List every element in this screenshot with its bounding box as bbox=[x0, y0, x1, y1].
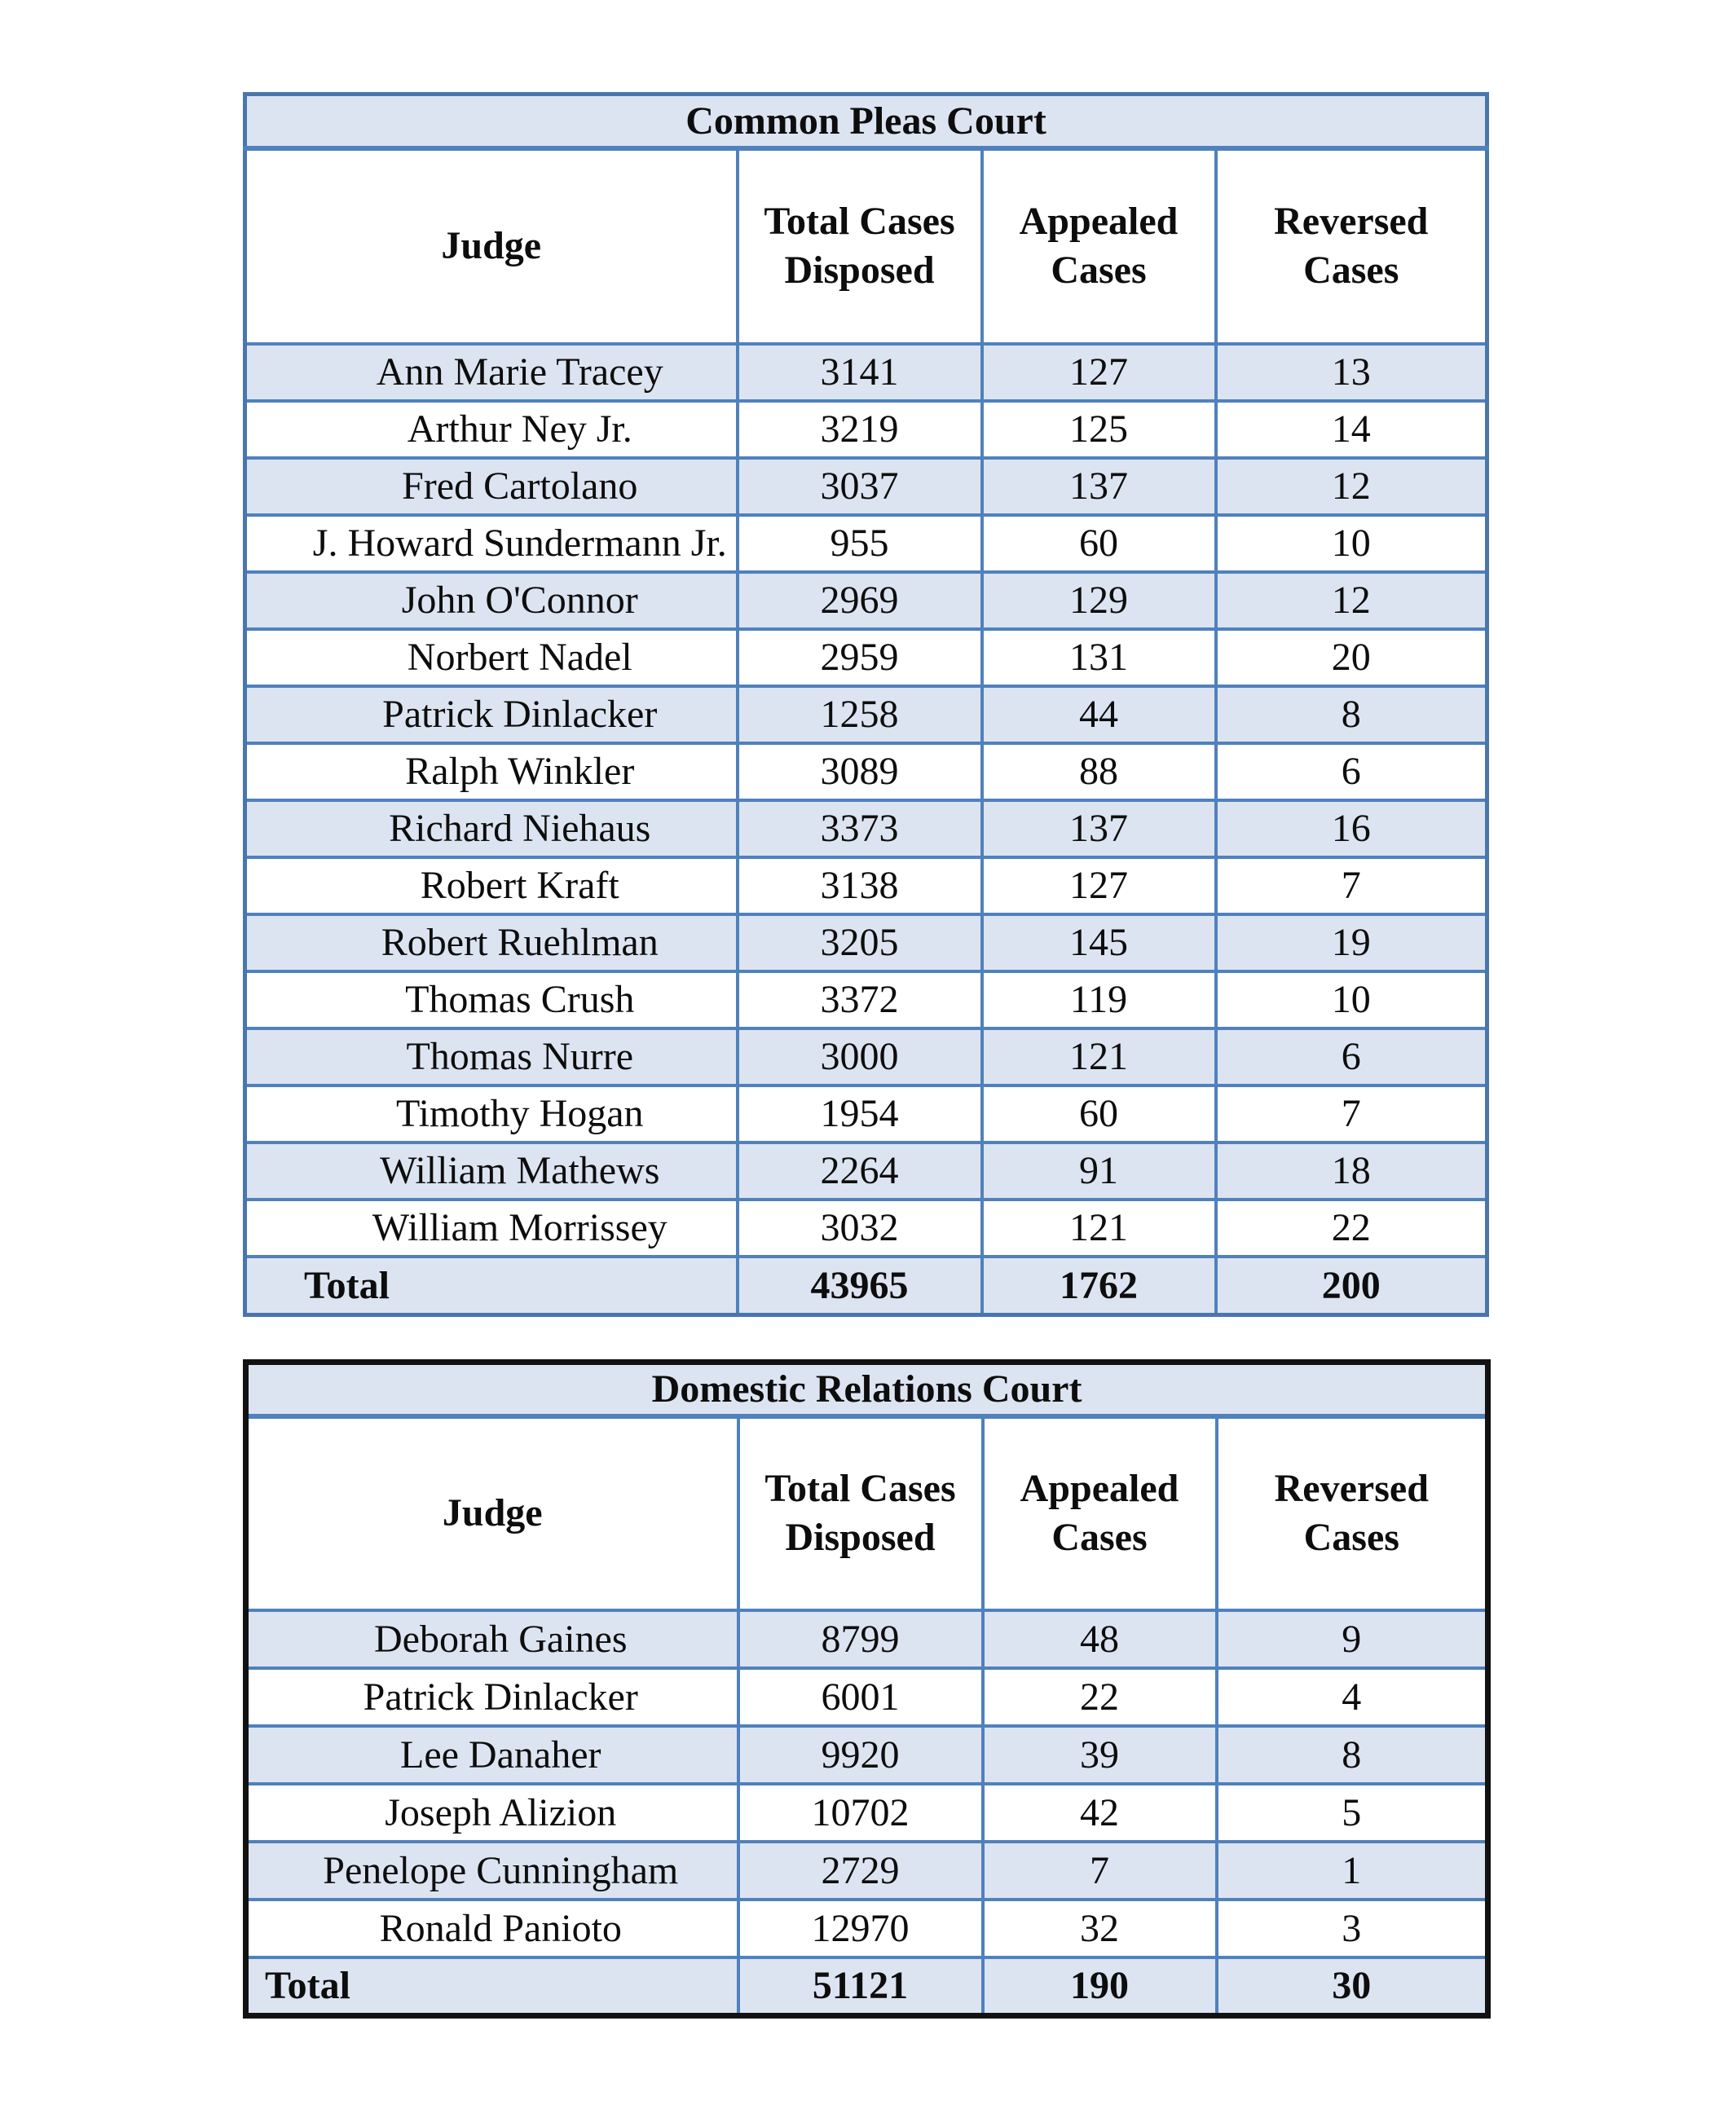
appealed-cases-cell: 32 bbox=[983, 1900, 1217, 1957]
reversed-cases-cell: 14 bbox=[1216, 401, 1487, 458]
reversed-cases-cell: 6 bbox=[1216, 1028, 1487, 1085]
table-row bbox=[245, 515, 1487, 572]
appealed-cases-cell: 22 bbox=[983, 1668, 1217, 1726]
judge-name-cell: William Morrissey bbox=[245, 1200, 738, 1257]
column-header-judge bbox=[245, 148, 738, 344]
appealed-cases-cell: 44 bbox=[982, 686, 1216, 743]
judge-name-cell: Richard Niehaus bbox=[245, 800, 738, 857]
total-row bbox=[245, 1257, 1487, 1315]
column-header-label: Judge bbox=[441, 224, 542, 267]
total-disposed-cases: 43965 bbox=[738, 1257, 982, 1315]
table-row bbox=[246, 1610, 1488, 1668]
reversed-cases-cell: 7 bbox=[1216, 1085, 1487, 1143]
disposed-cases-cell: 3372 bbox=[738, 971, 982, 1028]
column-header-disposed bbox=[738, 1416, 983, 1610]
table-row bbox=[246, 1668, 1488, 1726]
total-label: Total bbox=[245, 1257, 738, 1315]
judge-name-cell: Thomas Nurre bbox=[245, 1028, 738, 1085]
appealed-cases-cell: 125 bbox=[982, 401, 1216, 458]
table-title: Common Pleas Court bbox=[245, 95, 1487, 148]
table-row bbox=[245, 1085, 1487, 1143]
reversed-cases-cell: 12 bbox=[1216, 572, 1487, 629]
appealed-cases-cell: 127 bbox=[982, 344, 1216, 401]
judge-name-cell: Deborah Gaines bbox=[246, 1610, 738, 1668]
table-row bbox=[245, 1028, 1487, 1085]
table-row bbox=[246, 1842, 1488, 1900]
column-header-disposed bbox=[738, 148, 982, 344]
column-header-judge bbox=[246, 1416, 738, 1610]
judge-name-cell: Patrick Dinlacker bbox=[246, 1668, 738, 1726]
appealed-cases-cell: 129 bbox=[982, 572, 1216, 629]
reversed-cases-cell: 10 bbox=[1216, 515, 1487, 572]
reversed-cases-cell: 20 bbox=[1216, 629, 1487, 686]
column-header-label: Appealed Cases bbox=[1020, 1467, 1179, 1559]
judge-name-cell: Robert Ruehlman bbox=[245, 914, 738, 971]
disposed-cases-cell: 3219 bbox=[738, 401, 982, 458]
disposed-cases-cell: 3037 bbox=[738, 458, 982, 515]
table-row bbox=[245, 857, 1487, 914]
table-row bbox=[245, 800, 1487, 857]
disposed-cases-cell: 2264 bbox=[738, 1143, 982, 1200]
judge-name-cell: Lee Danaher bbox=[246, 1726, 738, 1784]
appealed-cases-cell: 131 bbox=[982, 629, 1216, 686]
table-title-row bbox=[245, 95, 1487, 148]
column-header-label: Appealed Cases bbox=[1019, 200, 1179, 292]
total-disposed-cases: 51121 bbox=[738, 1957, 983, 2016]
judge-name-cell: Ralph Winkler bbox=[245, 743, 738, 800]
total-label: Total bbox=[246, 1957, 738, 2016]
table-row bbox=[246, 1784, 1488, 1842]
reversed-cases-cell: 6 bbox=[1216, 743, 1487, 800]
judge-name-cell: Thomas Crush bbox=[245, 971, 738, 1028]
disposed-cases-cell: 9920 bbox=[738, 1726, 983, 1784]
appealed-cases-cell: 121 bbox=[982, 1028, 1216, 1085]
table-row bbox=[245, 401, 1487, 458]
table-title: Domestic Relations Court bbox=[246, 1363, 1488, 1416]
table-row bbox=[245, 971, 1487, 1028]
reversed-cases-cell: 7 bbox=[1216, 857, 1487, 914]
reversed-cases-cell: 4 bbox=[1217, 1668, 1488, 1726]
judge-name-cell: Arthur Ney Jr. bbox=[245, 401, 738, 458]
common-pleas-court-table bbox=[243, 92, 1489, 1317]
reversed-cases-cell: 13 bbox=[1216, 344, 1487, 401]
reversed-cases-cell: 3 bbox=[1217, 1900, 1488, 1957]
column-header-label: Reversed Cases bbox=[1274, 1467, 1429, 1559]
column-header-label: Reversed Cases bbox=[1274, 200, 1429, 292]
disposed-cases-cell: 3138 bbox=[738, 857, 982, 914]
appealed-cases-cell: 48 bbox=[983, 1610, 1217, 1668]
appealed-cases-cell: 121 bbox=[982, 1200, 1216, 1257]
column-header-reversed bbox=[1217, 1416, 1488, 1610]
appealed-cases-cell: 42 bbox=[983, 1784, 1217, 1842]
table-header-row bbox=[246, 1416, 1488, 1610]
total-reversed-cases: 30 bbox=[1217, 1957, 1488, 2016]
reversed-cases-cell: 8 bbox=[1217, 1726, 1488, 1784]
table-row bbox=[245, 344, 1487, 401]
judge-name-cell: Patrick Dinlacker bbox=[245, 686, 738, 743]
disposed-cases-cell: 3141 bbox=[738, 344, 982, 401]
table-row bbox=[245, 686, 1487, 743]
table-row bbox=[245, 914, 1487, 971]
disposed-cases-cell: 6001 bbox=[738, 1668, 983, 1726]
appealed-cases-cell: 7 bbox=[983, 1842, 1217, 1900]
column-header-label: Judge bbox=[442, 1491, 543, 1534]
reversed-cases-cell: 9 bbox=[1217, 1610, 1488, 1668]
disposed-cases-cell: 1954 bbox=[738, 1085, 982, 1143]
appealed-cases-cell: 119 bbox=[982, 971, 1216, 1028]
reversed-cases-cell: 8 bbox=[1216, 686, 1487, 743]
disposed-cases-cell: 3000 bbox=[738, 1028, 982, 1085]
disposed-cases-cell: 1258 bbox=[738, 686, 982, 743]
appealed-cases-cell: 39 bbox=[983, 1726, 1217, 1784]
disposed-cases-cell: 3032 bbox=[738, 1200, 982, 1257]
total-reversed-cases: 200 bbox=[1216, 1257, 1487, 1315]
table-row bbox=[245, 629, 1487, 686]
reversed-cases-cell: 19 bbox=[1216, 914, 1487, 971]
total-row bbox=[246, 1957, 1488, 2016]
disposed-cases-cell: 10702 bbox=[738, 1784, 983, 1842]
total-appealed-cases: 1762 bbox=[982, 1257, 1216, 1315]
disposed-cases-cell: 12970 bbox=[738, 1900, 983, 1957]
appealed-cases-cell: 127 bbox=[982, 857, 1216, 914]
appealed-cases-cell: 137 bbox=[982, 800, 1216, 857]
appealed-cases-cell: 60 bbox=[982, 515, 1216, 572]
reversed-cases-cell: 5 bbox=[1217, 1784, 1488, 1842]
column-header-appealed bbox=[982, 148, 1216, 344]
judge-name-cell: Norbert Nadel bbox=[245, 629, 738, 686]
reversed-cases-cell: 1 bbox=[1217, 1842, 1488, 1900]
table-row bbox=[246, 1900, 1488, 1957]
table-row bbox=[245, 1143, 1487, 1200]
disposed-cases-cell: 3373 bbox=[738, 800, 982, 857]
judge-name-cell: Ann Marie Tracey bbox=[245, 344, 738, 401]
table-row bbox=[245, 1200, 1487, 1257]
appealed-cases-cell: 91 bbox=[982, 1143, 1216, 1200]
reversed-cases-cell: 16 bbox=[1216, 800, 1487, 857]
reversed-cases-cell: 12 bbox=[1216, 458, 1487, 515]
column-header-appealed bbox=[983, 1416, 1217, 1610]
table-row bbox=[245, 458, 1487, 515]
table-title-row bbox=[246, 1363, 1488, 1416]
disposed-cases-cell: 3089 bbox=[738, 743, 982, 800]
table-row bbox=[245, 572, 1487, 629]
judge-name-cell: Timothy Hogan bbox=[245, 1085, 738, 1143]
judge-name-cell: Robert Kraft bbox=[245, 857, 738, 914]
appealed-cases-cell: 145 bbox=[982, 914, 1216, 971]
column-header-label: Total Cases Disposed bbox=[764, 1467, 956, 1559]
reversed-cases-cell: 22 bbox=[1216, 1200, 1487, 1257]
disposed-cases-cell: 3205 bbox=[738, 914, 982, 971]
judge-name-cell: William Mathews bbox=[245, 1143, 738, 1200]
disposed-cases-cell: 8799 bbox=[738, 1610, 983, 1668]
column-header-label: Total Cases Disposed bbox=[764, 200, 955, 292]
reversed-cases-cell: 10 bbox=[1216, 971, 1487, 1028]
table-row bbox=[246, 1726, 1488, 1784]
disposed-cases-cell: 2959 bbox=[738, 629, 982, 686]
column-header-reversed bbox=[1216, 148, 1487, 344]
judge-name-cell: Penelope Cunningham bbox=[246, 1842, 738, 1900]
disposed-cases-cell: 955 bbox=[738, 515, 982, 572]
disposed-cases-cell: 2729 bbox=[738, 1842, 983, 1900]
judge-name-cell: Joseph Alizion bbox=[246, 1784, 738, 1842]
appealed-cases-cell: 137 bbox=[982, 458, 1216, 515]
reversed-cases-cell: 18 bbox=[1216, 1143, 1487, 1200]
total-appealed-cases: 190 bbox=[983, 1957, 1217, 2016]
judge-name-cell: Fred Cartolano bbox=[245, 458, 738, 515]
appealed-cases-cell: 88 bbox=[982, 743, 1216, 800]
table-header-row bbox=[245, 148, 1487, 344]
judge-name-cell: John O'Connor bbox=[245, 572, 738, 629]
appealed-cases-cell: 60 bbox=[982, 1085, 1216, 1143]
judge-name-cell: Ronald Panioto bbox=[246, 1900, 738, 1957]
judge-name-cell: J. Howard Sundermann Jr. bbox=[245, 515, 738, 572]
domestic-relations-court-table bbox=[243, 1359, 1491, 2019]
table-row bbox=[245, 743, 1487, 800]
disposed-cases-cell: 2969 bbox=[738, 572, 982, 629]
